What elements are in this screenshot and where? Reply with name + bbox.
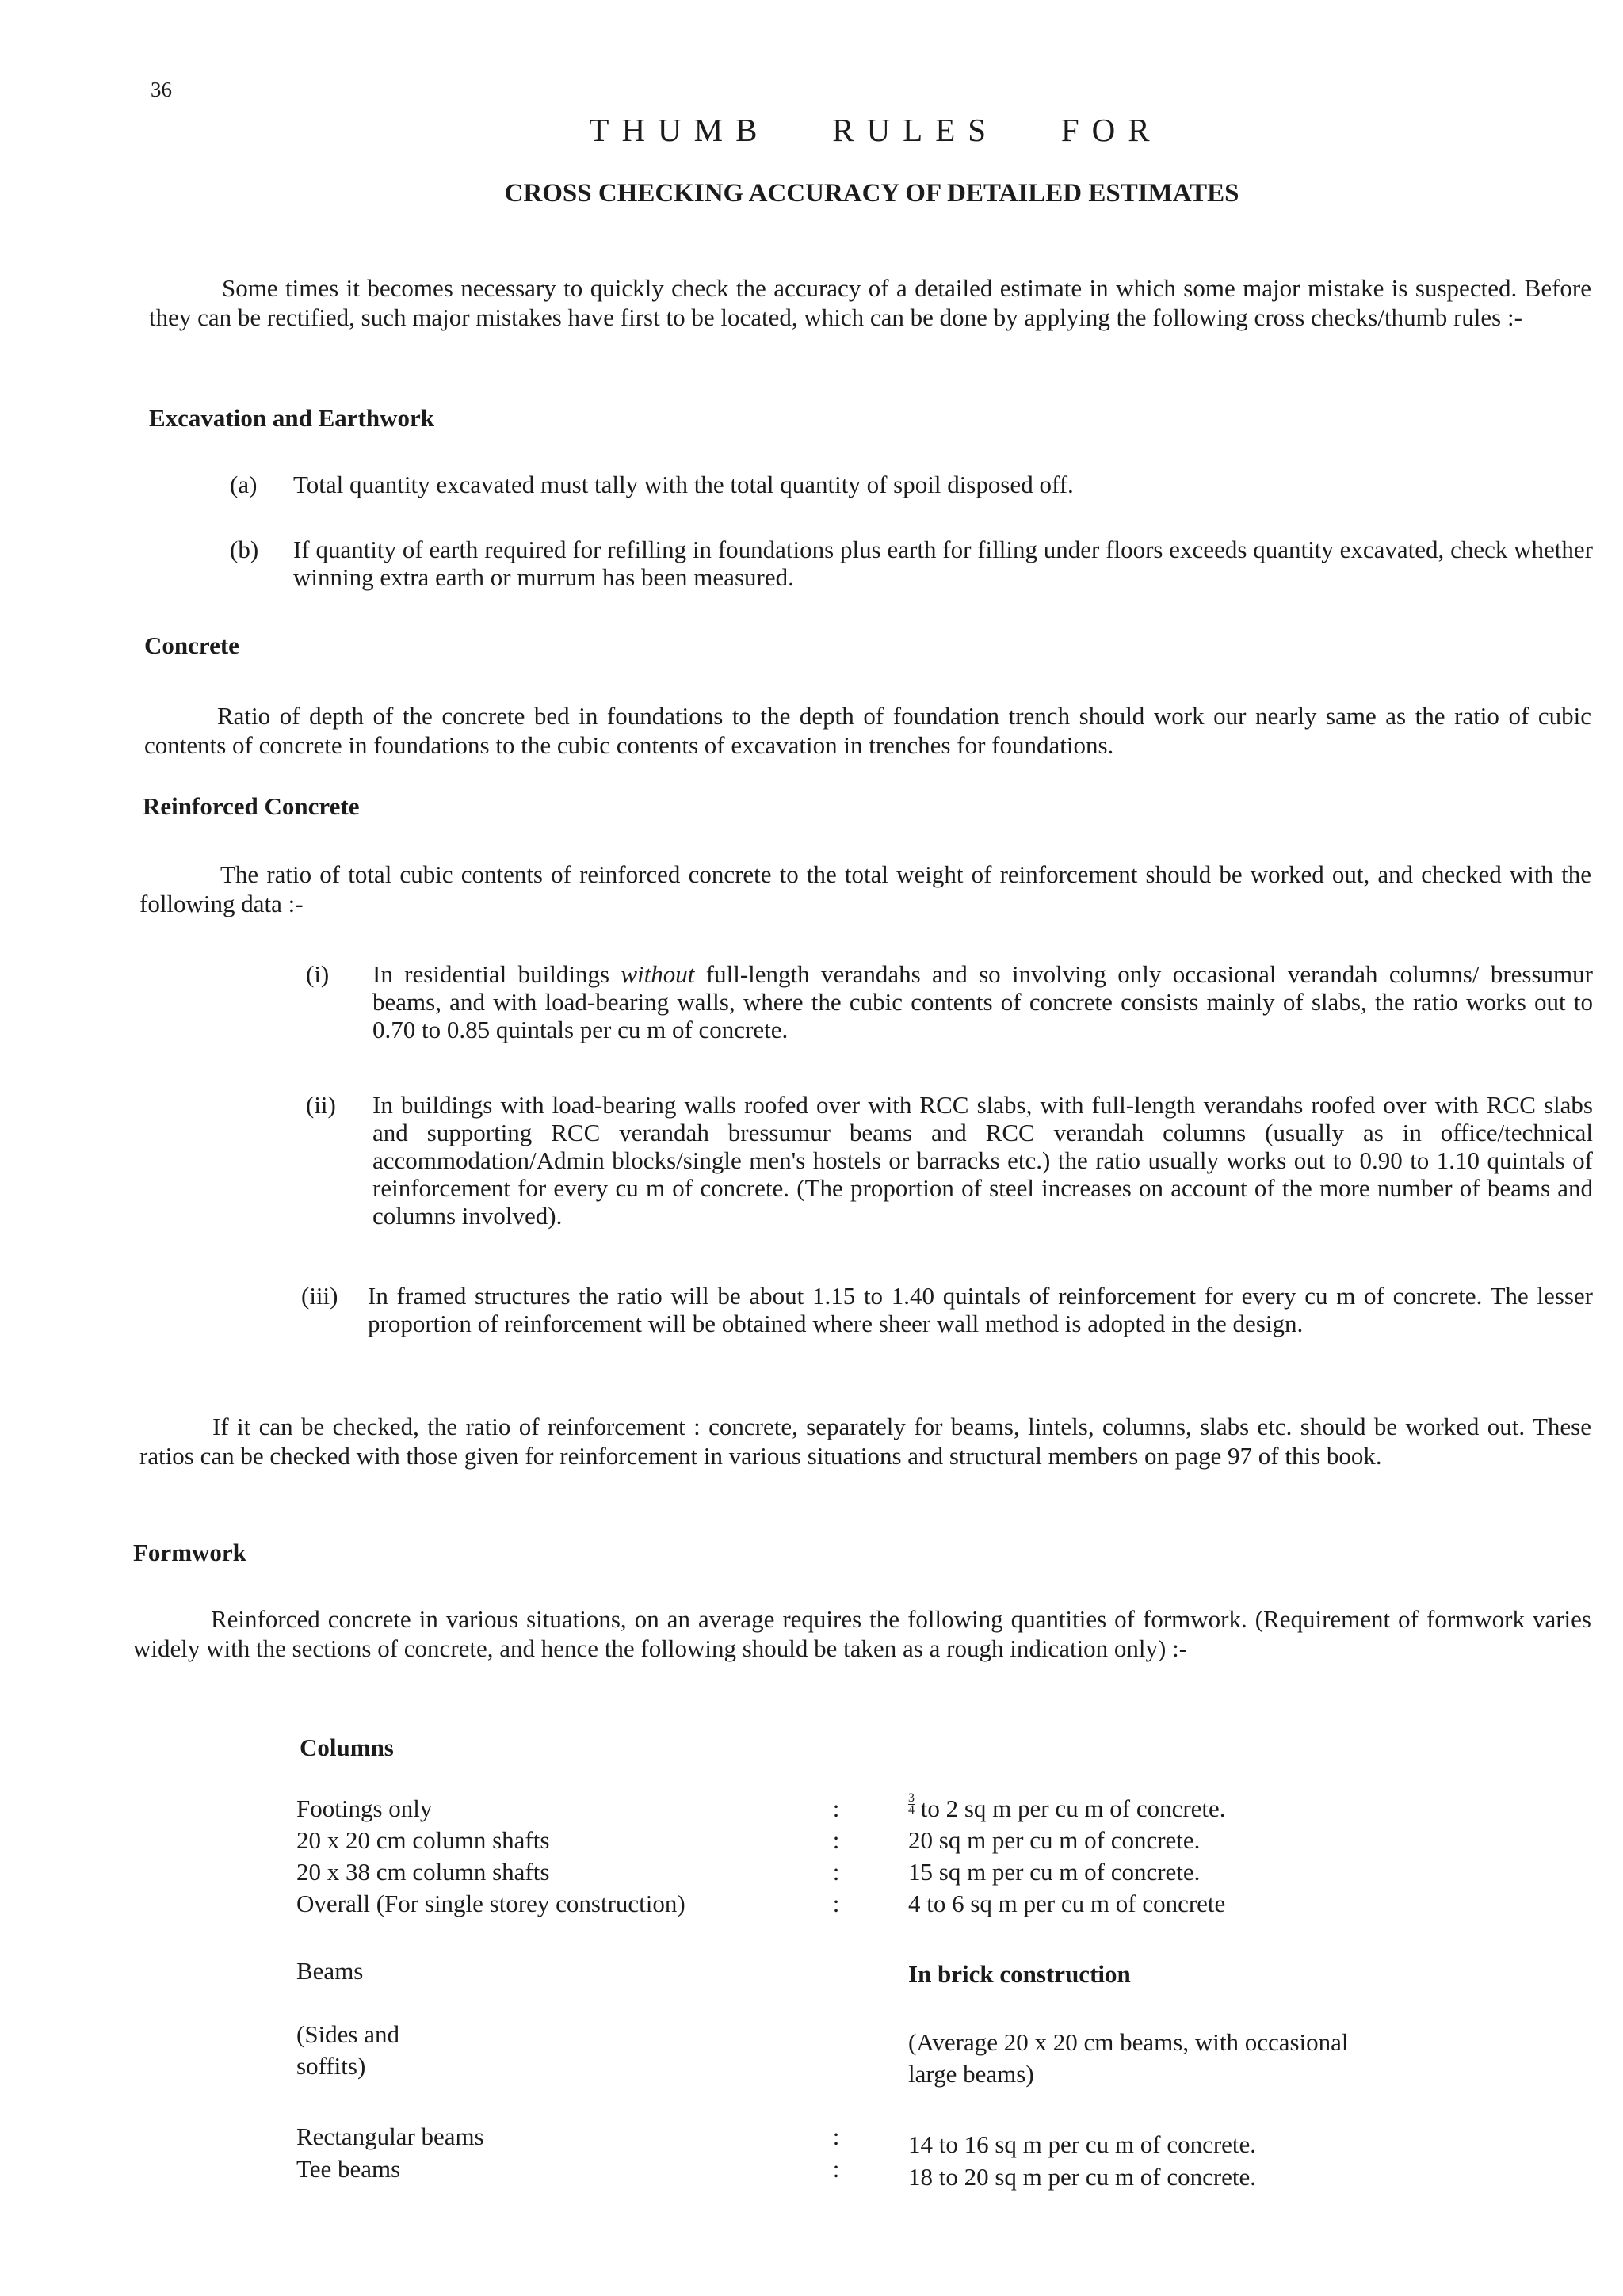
page-title: THUMB RULES FOR — [589, 112, 1163, 148]
beams-note-left: soffits) — [296, 2052, 366, 2080]
item-marker: (i) — [306, 960, 330, 988]
columns-row-label: Overall (For single storey construction) — [296, 1890, 685, 1917]
item-text: In buildings with load-bearing walls roofed over with RCC slabs, with full-length verandahs roofed over with RCC slabs and supporting RCC verandah bressumur beams and RCC verandah columns (usually as in office/technical accommodation/Admin blocks/single men's hostels or barracks etc.) the ratio usually works out to 0.90 to 1.10 quintals of reinforcement for every cu m of concrete. (The proportion of steel increases on account of the more number of beams and columns involved). — [372, 1091, 1593, 1230]
fraction-denominator: 4 — [908, 1803, 915, 1817]
columns-row-value: 15 sq m per cu m of concrete. — [908, 1858, 1201, 1886]
intro-paragraph — [149, 273, 1591, 332]
reinforced-closing-paragraph — [139, 1412, 1591, 1470]
beams-row-colon: : — [832, 2155, 840, 2183]
formwork-intro-text: Reinforced concrete in various situations, on an average requires the following quantities of formwork. (Requirement of formwork varies widely with the sections of concrete, and hence the following should be taken as a rough indication only) :- — [133, 1605, 1591, 1662]
beams-row-value: 14 to 16 sq m per cu m of concrete. — [908, 2130, 1257, 2158]
columns-row-value: 20 sq m per cu m of concrete. — [908, 1826, 1201, 1854]
beams-note-right: large beams) — [908, 2060, 1034, 2088]
columns-row-colon: : — [832, 1858, 840, 1886]
reinforced-intro-paragraph — [139, 860, 1591, 918]
beams-heading: Beams — [296, 1957, 364, 1985]
item-text-part: In residential buildings — [372, 960, 621, 988]
concrete-text: Ratio of depth of the concrete bed in foundations to the depth of foundation trench should work our nearly same as the ratio of cubic contents of concrete in foundations to the cubic contents of excavation in trenches for foundations. — [144, 702, 1591, 759]
concrete-paragraph — [144, 701, 1591, 760]
item-text: If quantity of earth required for refilling in foundations plus earth for filling under floors exceeds quantity excavated, check whether winning extra earth or murrum has been measured. — [293, 536, 1593, 591]
page-subtitle: CROSS CHECKING ACCURACY OF DETAILED ESTIMATES — [504, 179, 1239, 208]
concrete-heading: Concrete — [144, 631, 239, 659]
formwork-intro-paragraph — [133, 1604, 1591, 1663]
beams-note-right: (Average 20 x 20 cm beams, with occasional — [908, 2028, 1349, 2056]
beams-sub-heading: In brick construction — [908, 1960, 1131, 1988]
item-text: Total quantity excavated must tally with the total quantity of spoil disposed off. — [293, 471, 1074, 498]
page-number: 36 — [151, 78, 172, 101]
columns-row-value: 4 to 6 sq m per cu m of concrete — [908, 1890, 1226, 1917]
beams-row-colon: : — [832, 2122, 840, 2150]
item-text-emphasis: without — [621, 960, 695, 988]
fraction-numerator: 3 — [908, 1791, 915, 1805]
columns-row-label: Footings only — [296, 1794, 433, 1822]
reinforced-heading: Reinforced Concrete — [143, 792, 360, 820]
item-marker: (iii) — [301, 1282, 338, 1310]
beams-row-label: Rectangular beams — [296, 2122, 484, 2150]
columns-row-label: 20 x 38 cm column shafts — [296, 1858, 550, 1886]
columns-row-colon: : — [832, 1890, 840, 1917]
item-marker: (a) — [230, 471, 258, 498]
columns-row-colon: : — [832, 1826, 840, 1854]
item-text — [372, 960, 1593, 1043]
excavation-heading: Excavation and Earthwork — [149, 404, 434, 432]
reinforced-closing-text: If it can be checked, the ratio of reinforcement : concrete, separately for beams, lintels, columns, slabs etc. should be worked out. These ratios can be checked with those given for reinforcement in various situations and structural members on page 97 of this book. — [139, 1413, 1591, 1470]
columns-row-colon: : — [832, 1794, 840, 1822]
intro-text: Some times it becomes necessary to quickly check the accuracy of a detailed estimate in which some major mistake is suspected. Before they can be rectified, such major mistakes have first to be located, which can be done by applying the following cross checks/thumb rules :- — [149, 274, 1591, 331]
reinforced-intro-text: The ratio of total cubic contents of reinforced concrete to the total weight of reinforcement should be worked out, and checked with the following data :- — [139, 860, 1591, 917]
item-text: In framed structures the ratio will be about 1.15 to 1.40 quintals of reinforcement for every cu m of concrete. The lesser proportion of reinforcement will be obtained where sheer wall method is adopted in the design. — [368, 1282, 1593, 1337]
columns-row-value — [908, 1793, 1226, 1825]
item-marker: (b) — [230, 536, 259, 563]
columns-row-label: 20 x 20 cm column shafts — [296, 1826, 550, 1854]
columns-heading: Columns — [300, 1733, 394, 1761]
beams-row-value: 18 to 20 sq m per cu m of concrete. — [908, 2163, 1257, 2191]
fraction — [908, 1793, 915, 1816]
beams-row-label: Tee beams — [296, 2155, 401, 2183]
beams-note-left: (Sides and — [296, 2020, 400, 2048]
value-text: to 2 sq m per cu m of concrete. — [915, 1794, 1226, 1822]
item-marker: (ii) — [306, 1091, 336, 1119]
formwork-heading: Formwork — [133, 1539, 246, 1566]
item-text-part: full-length verandahs and so involving only occasional verandah columns/ bressumur beams, and with load-bearing walls, where the cubic contents of concrete consists mainly of slabs, the ratio works out to 0.70 to 0.85 quintals per cu m of concrete. — [372, 960, 1593, 1043]
